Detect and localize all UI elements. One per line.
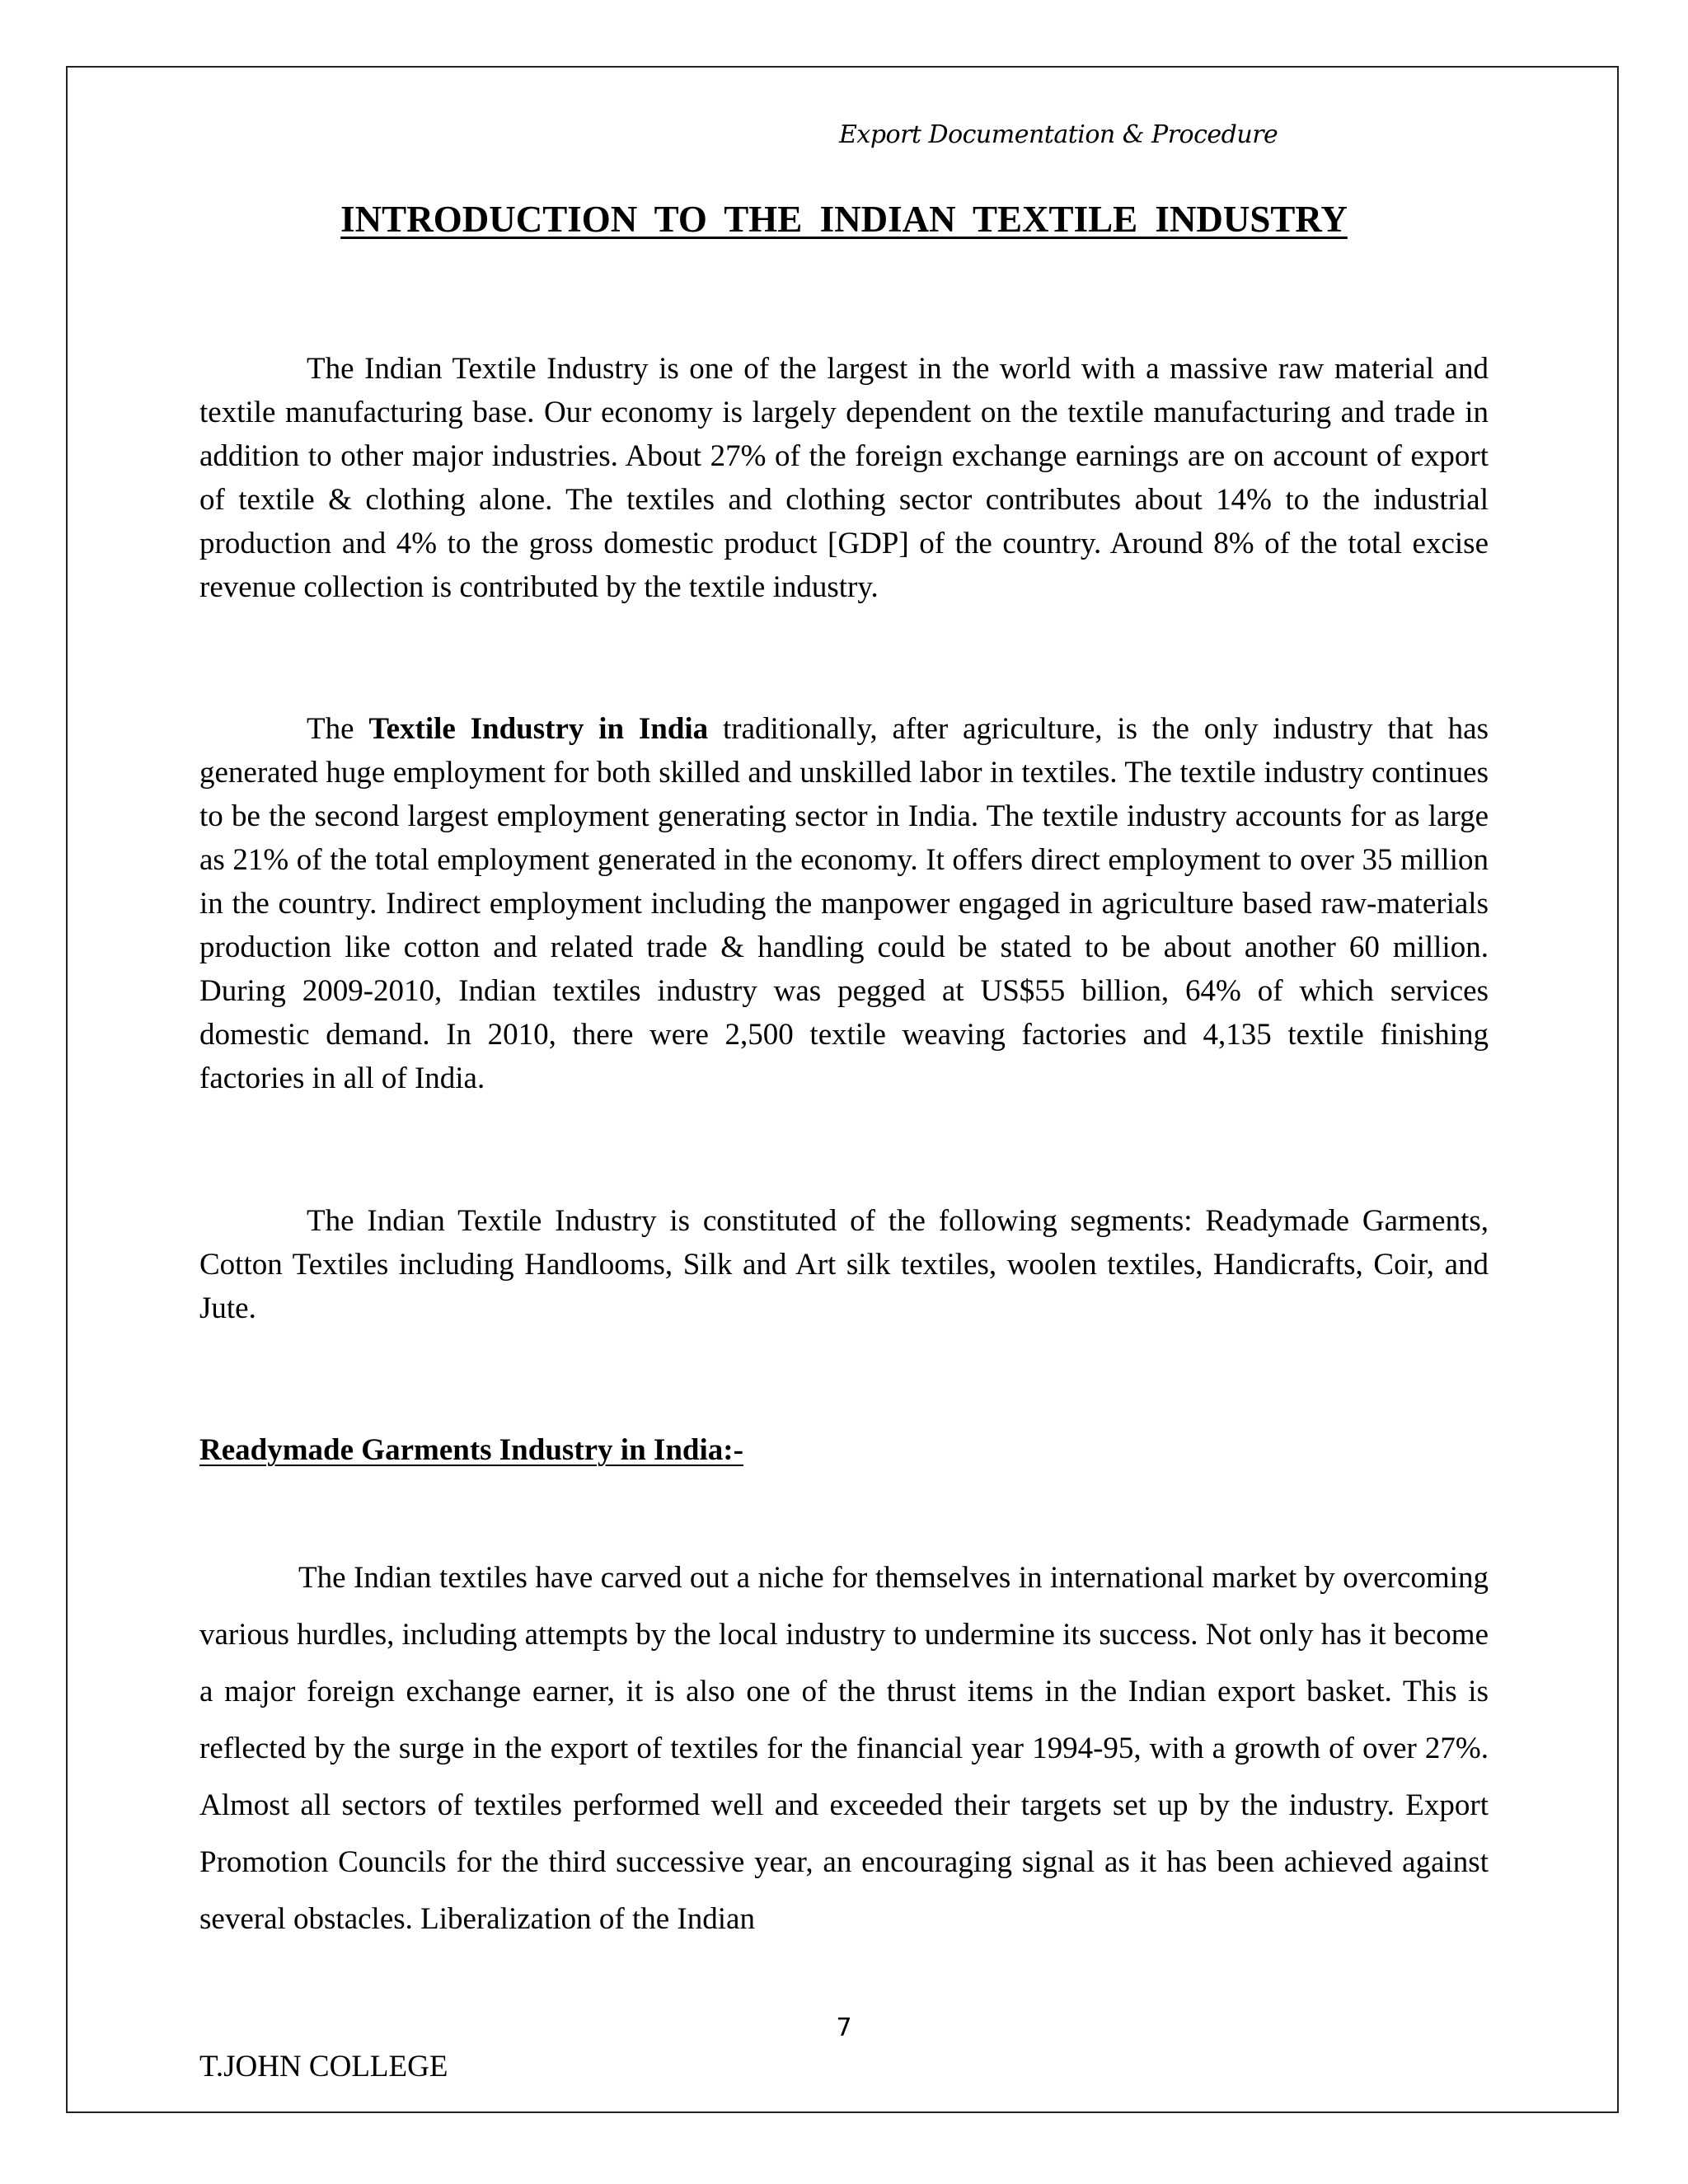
page-title: INTRODUCTION TO THE INDIAN TEXTILE INDUSTRY [340,199,1348,240]
employment-paragraph-bold: Textile Industry in India [368,712,709,746]
footer-college-name: T.JOHN COLLEGE [199,2050,448,2083]
garments-paragraph: The Indian textiles have carved out a niche for themselves in international market by overcoming various hurdles, including attempts by the local industry to undermine its success. Not only has it become a major foreign exchange earner, it is also one of the thrust items in the Indian export basket. This is reflected by the surge in the export of textiles for the financial year 1994-95, with a growth of over 27%. Almost all sectors of textiles performed well and exceeded their targets set up by the industry. Export Promotion Councils for the third successive year, an encouraging signal as it has been achieved against several obstacles. Liberalization of the Indian [199,1561,1489,1936]
segments-paragraph: The Indian Textile Industry is constituted of the following segments: Readymade Garments, Cotton Textiles including Handlooms, Silk and Art silk textiles, woolen textiles, Handicrafts, Coir, and Jute. [199,1204,1489,1325]
running-header: Export Documentation & Procedure [839,120,1278,149]
employment-paragraph-lead: The [307,712,369,746]
section-heading: Readymade Garments Industry in India:- [199,1433,743,1467]
employment-paragraph [199,707,1489,1100]
employment-paragraph-rest: traditionally, after agriculture, is the only industry that has generated huge employment for both skilled and unskilled labor in textiles. The textile industry continues to be the second largest employment generating sector in India. The textile industry accounts for as large as 21% of the total employment generated in the economy. It offers direct employment to over 35 million in the country. Indirect employment including the manpower engaged in agriculture based raw-materials production like cotton and related trade & handling could be stated to be about another 60 million. During 2009-2010, Indian textiles industry was pegged at US$55 billion, 64% of which services domestic demand. In 2010, there were 2,500 textile weaving factories and 4,135 textile finishing factories in all of India. [199,712,1489,1095]
page-number: 7 [836,2013,852,2042]
intro-paragraph: The Indian Textile Industry is one of the largest in the world with a massive raw material and textile manufacturing base. Our economy is largely dependent on the textile manufacturing and trade in addition to other major industries. About 27% of the foreign exchange earnings are on account of export of textile & clothing alone. The textiles and clothing sector contributes about 14% to the industrial production and 4% to the gross domestic product [GDP] of the country. Around 8% of the total excise revenue collection is contributed by the textile industry. [199,352,1489,604]
